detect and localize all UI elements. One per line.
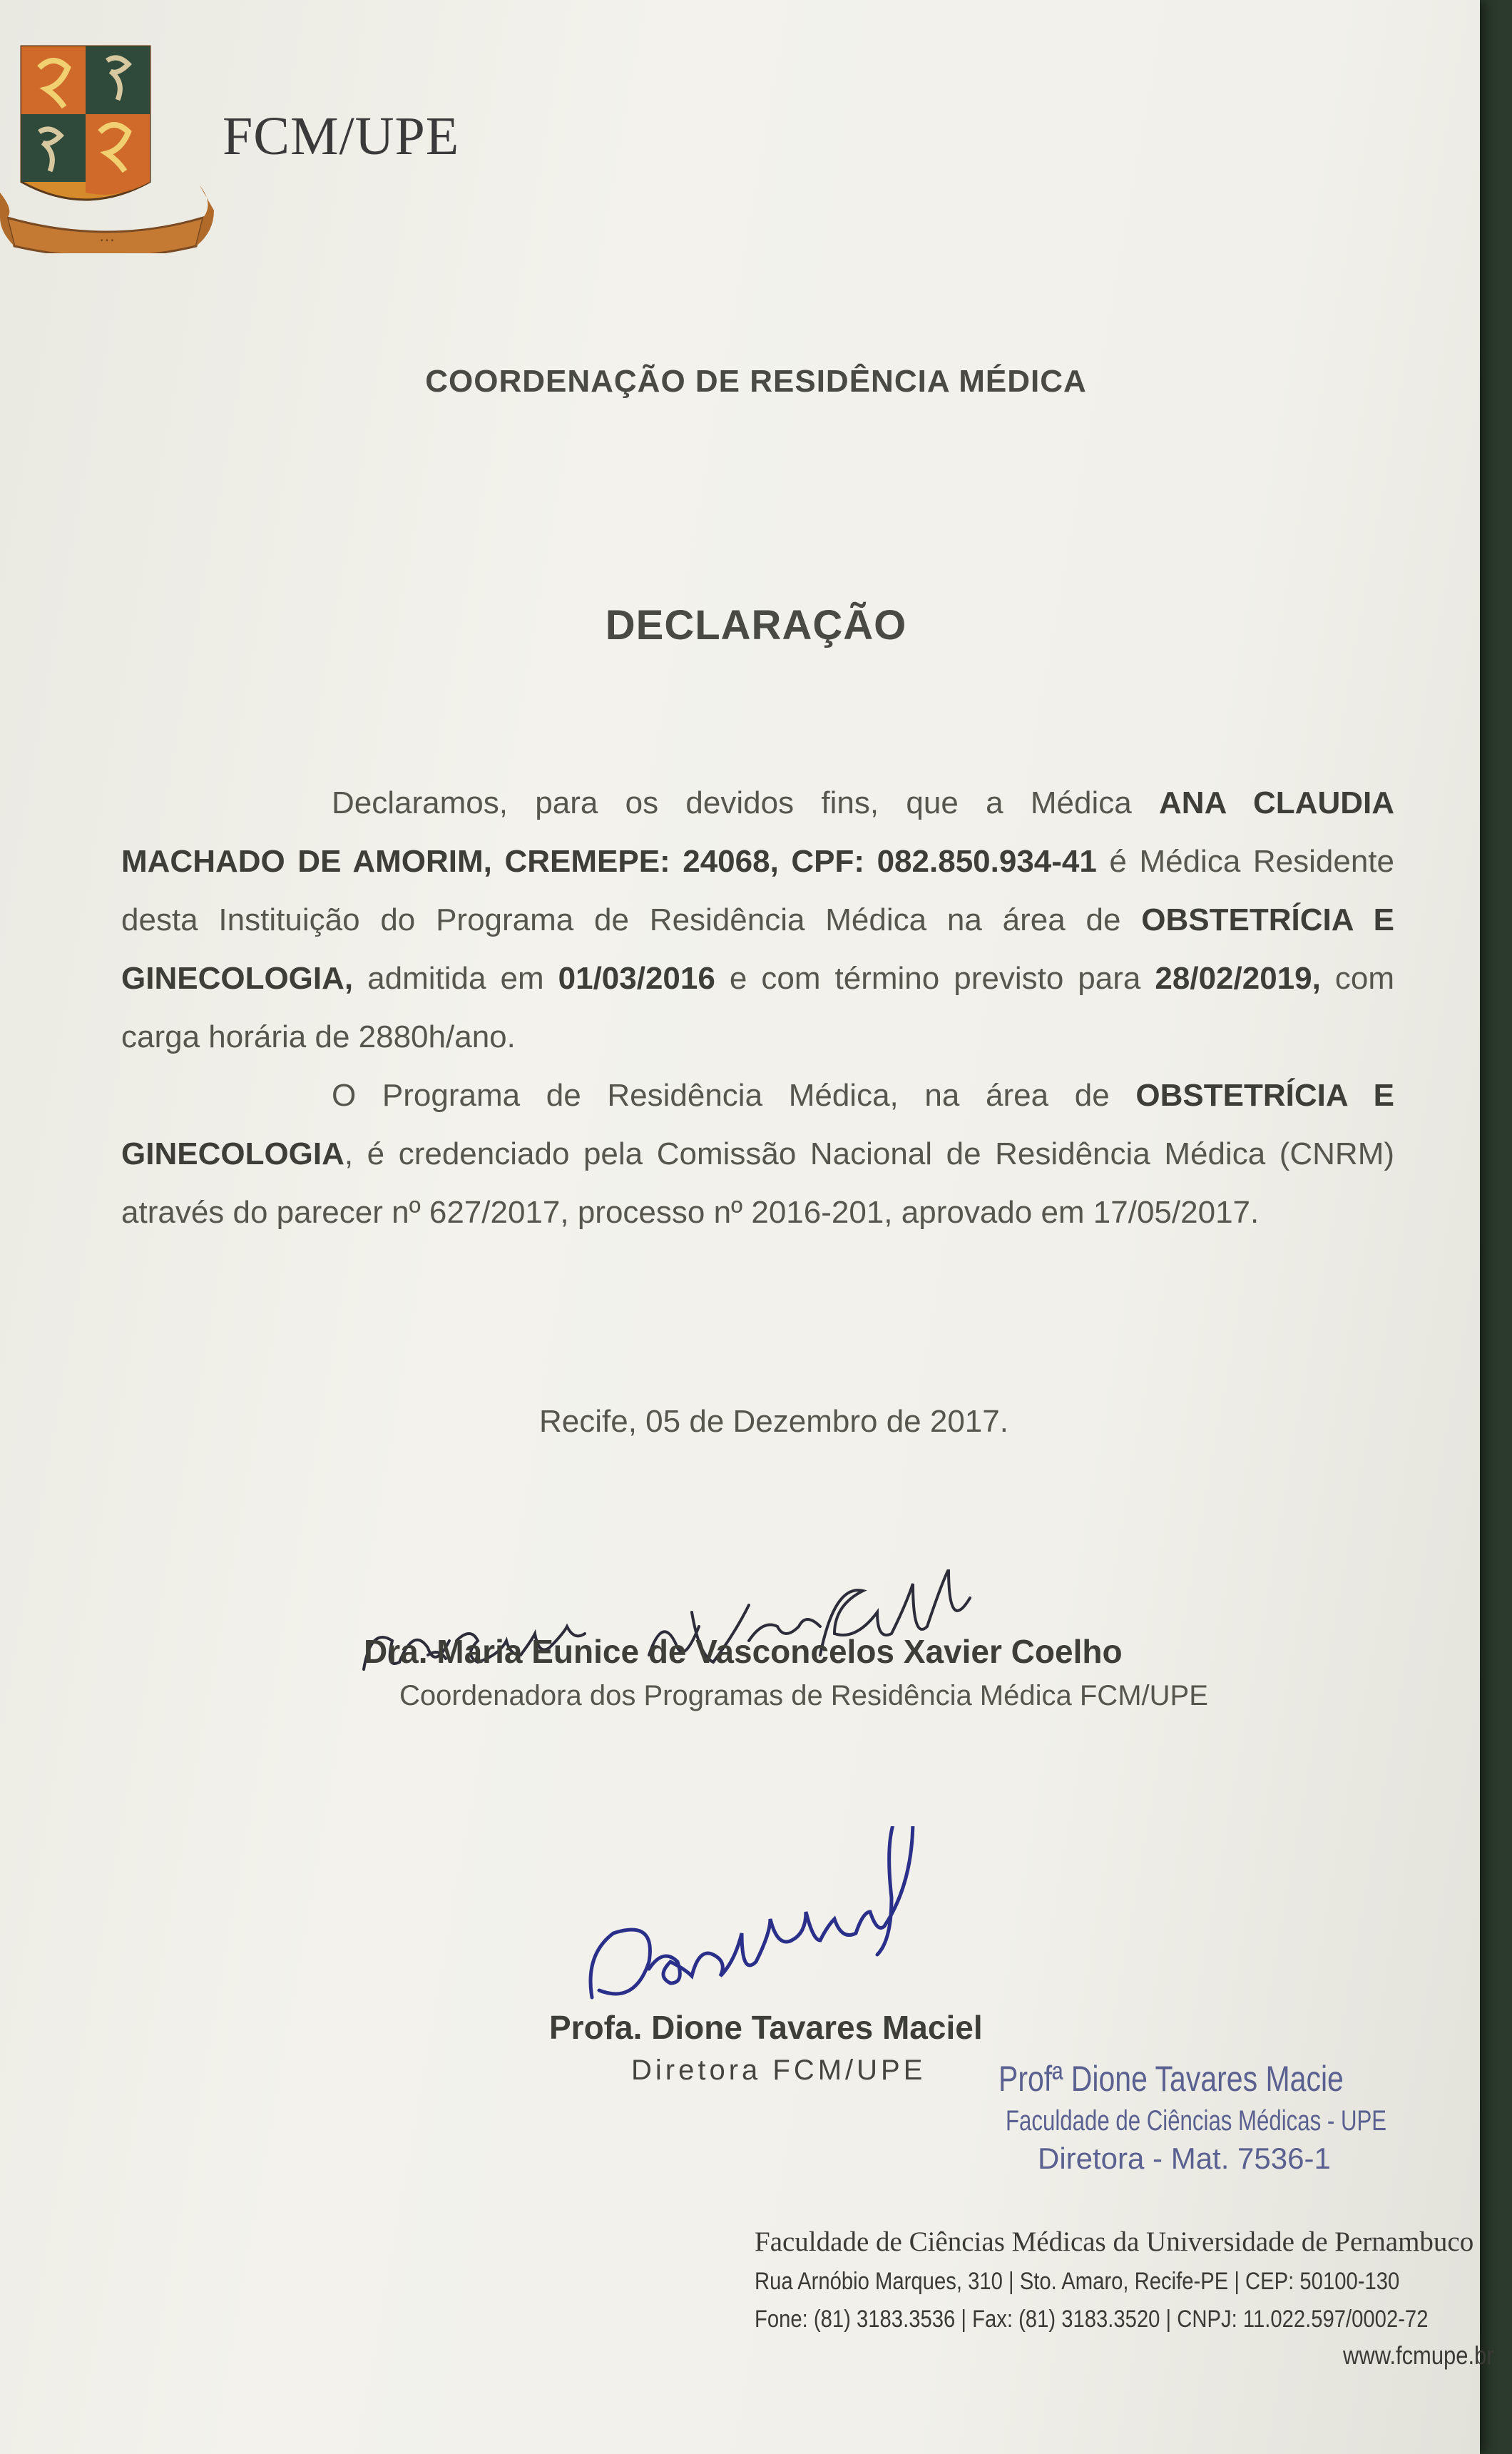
director-name: Profa. Dione Tavares Maciel [549,2009,983,2046]
paragraph-2: O Programa de Residência Médica, na área de OBSTETRÍCIA E GINECOLOGIA, é credenciado pela Comissão Nacional de Residência Médica (CNRM) através do parecer nº 627/2017, processo nº 2016-201, aprovado em 17/05/2017. [121,1078,1394,1230]
paragraph-1: Declaramos, para os devidos fins, que a Médica ANA CLAUDIA MACHADO DE AMORIM, CREMEPE: 24068, CPF: 082.850.934-41 é Médica Residente desta Instituição do Programa de Residência Médica na área de OBSTETRÍCIA E GINECOLOGIA, admitida em 01/03/2016 e com término previsto para 28/02/2019, com carga horária de 2880h/ano. [121,785,1395,1054]
department-heading: COORDENAÇÃO DE RESIDÊNCIA MÉDICA [425,364,1087,399]
coordinator-role: Coordenadora dos Programas de Residência Médica FCM/UPE [399,1680,1208,1711]
coordinator-name: Dra. Maria Eunice de Vasconcelos Xavier Coelho [364,1633,1123,1670]
stamp-name: Profª Dione Tavares Macie [998,2059,1344,2099]
footer-contact: Fone: (81) 3183.3536 | Fax: (81) 3183.3520 | CNPJ: 11.022.597/0002-72 [755,2306,1429,2333]
place-and-date: Recife, 05 de Dezembro de 2017. [539,1404,1008,1439]
stamp-institution: Faculdade de Ciências Médicas - UPE [1006,2105,1387,2137]
brand-name: FCM/UPE [223,106,460,166]
footer-institution: Faculdade de Ciências Médicas da Universidade de Pernambuco [755,2226,1474,2257]
footer-address: Rua Arnóbio Marques, 310 | Sto. Amaro, Recife-PE | CEP: 50100-130 [755,2268,1400,2295]
svg-text:…: … [99,227,115,245]
director-stamp [998,2058,1494,2176]
director-signature [578,1826,1048,2019]
declaration-body [121,774,1394,1242]
director-role: Diretora FCM/UPE [631,2055,926,2086]
letterhead-footer [755,2226,1512,2371]
document-title: DECLARAÇÃO [605,602,907,648]
footer-website[interactable]: www.fcmupe.br [1343,2341,1494,2370]
stamp-registration: Diretora - Mat. 7536-1 [1038,2142,1331,2175]
coat-of-arms-logo [0,39,214,253]
